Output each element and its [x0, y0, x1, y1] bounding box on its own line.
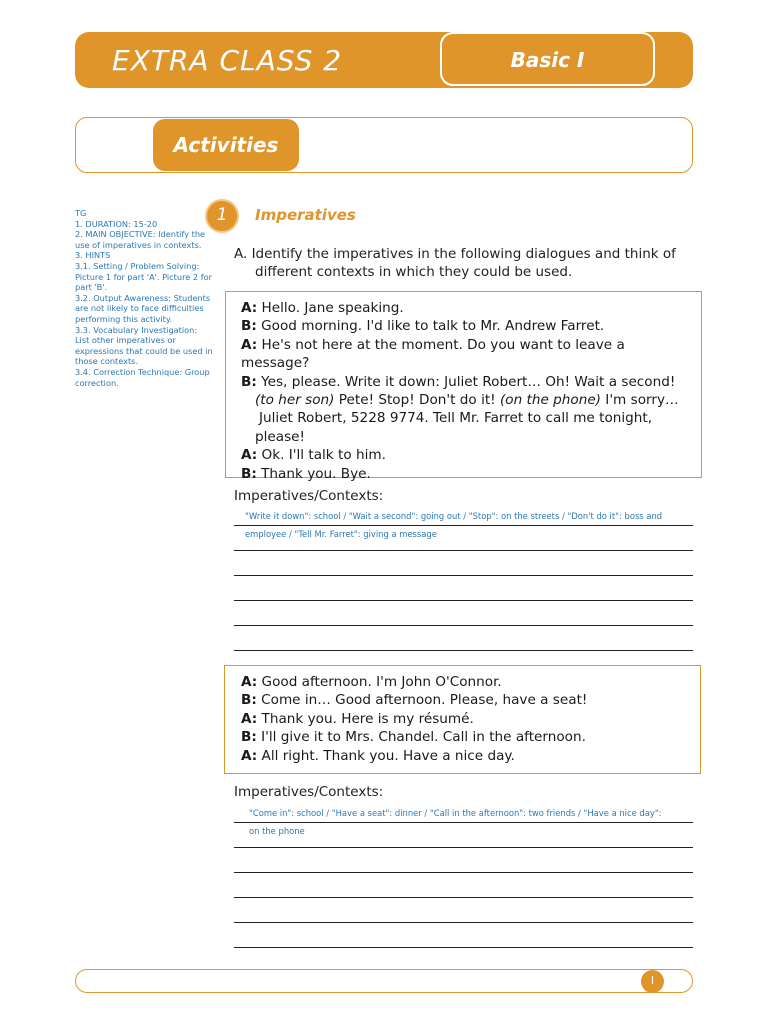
tg-note: 3.3. Vocabulary Investigation: List other imperatives or expressions that could be used in those contexts. — [75, 324, 213, 367]
answer-line[interactable] — [234, 575, 693, 576]
dialogue-line — [241, 710, 697, 728]
imperatives-contexts-label: Imperatives/Contexts: — [234, 784, 384, 800]
speaker-label: B: — [241, 318, 257, 335]
tg-note: 3.4. Correction Technique: Group correction. — [75, 366, 210, 388]
speaker-label: B: — [241, 465, 257, 482]
stage-direction: (to her son) — [255, 392, 335, 409]
tg-note: 2. MAIN OBJECTIVE: Identify the use of imperatives in contexts. — [75, 229, 206, 250]
answer-line[interactable] — [234, 822, 693, 823]
dialogue-line — [241, 747, 697, 765]
dialogue-2 — [241, 673, 697, 765]
answer-line[interactable] — [234, 525, 693, 526]
dialogue-line — [241, 691, 697, 709]
speaker-label: B: — [241, 729, 257, 746]
tg-note: TG — [75, 208, 87, 218]
dialogue-line — [241, 317, 697, 335]
answer-line[interactable] — [234, 897, 693, 898]
tg-note: 3. HINTS — [75, 250, 111, 261]
imperatives-contexts-label: Imperatives/Contexts: — [234, 488, 384, 504]
exercise-title: Imperatives — [255, 206, 356, 224]
stage-direction: (on the phone) — [499, 392, 601, 409]
answer-line[interactable] — [234, 550, 693, 551]
tg-note: 1. DURATION: 15-20 — [75, 218, 158, 229]
dialogue-text: Pete! Stop! Don't do it! — [334, 392, 500, 409]
level-label: Basic I — [510, 48, 585, 72]
dialogue-line — [241, 728, 697, 746]
dialogue-line — [241, 391, 697, 409]
page-title: EXTRA CLASS 2 — [112, 44, 343, 77]
dialogue-text: Ok. I'll talk to him. — [257, 447, 386, 464]
answer-text: "Come in": school / "Have a seat": dinner / "Call in the afternoon": two friends / "Have a nice day": — [249, 808, 662, 818]
speaker-label: A: — [241, 447, 258, 464]
dialogue-text: I'm sorry… — [600, 392, 679, 409]
exercise-number: 1 — [216, 205, 228, 225]
speaker-label: A: — [241, 710, 258, 727]
dialogue-1 — [241, 299, 697, 483]
instruction-line: different contexts in which they could be used. — [255, 264, 573, 280]
dialogue-text: He's not here at the moment. Do you want to leave a message? — [241, 336, 625, 372]
answer-line[interactable] — [234, 872, 693, 873]
tg-note: 3.1. Setting / Problem Solving: Picture 1 for part 'A'. Picture 2 for part 'B'. — [75, 260, 212, 293]
answer-text: on the phone — [249, 826, 305, 836]
dialogue-text: Good afternoon. I'm John O'Connor. — [257, 674, 502, 690]
answer-line[interactable] — [234, 650, 693, 651]
answer-text: "Write it down": school / "Wait a second": going out / "Stop": on the streets / "Don't do it": boss and — [245, 511, 663, 521]
dialogue-text: Thank you. Here is my résumé. — [257, 710, 474, 727]
speaker-label: A: — [241, 674, 258, 690]
speaker-label: B: — [241, 692, 257, 709]
speaker-label: B: — [241, 373, 257, 390]
dialogue-text: Good morning. I'd like to talk to Mr. Andrew Farret. — [256, 318, 605, 335]
dialogue-line — [241, 409, 697, 427]
speaker-label: A: — [241, 336, 258, 353]
dialogue-line — [241, 465, 697, 483]
instruction-line: A. Identify the imperatives in the following dialogues and think of — [234, 246, 676, 262]
answer-line[interactable] — [234, 625, 693, 626]
answer-line[interactable] — [234, 947, 693, 948]
answer-line[interactable] — [234, 600, 693, 601]
answer-line[interactable] — [234, 922, 693, 923]
exercise-instruction — [234, 245, 704, 281]
teacher-guide-notes — [75, 208, 213, 388]
dialogue-text: Juliet Robert, 5228 9774. Tell Mr. Farret to call me tonight, — [259, 410, 653, 427]
dialogue-line — [241, 428, 697, 446]
section-label: Activities — [173, 133, 279, 157]
dialogue-text: I'll give it to Mrs. Chandel. Call in the afternoon. — [256, 729, 586, 746]
dialogue-text: Thank you. Bye. — [256, 465, 371, 482]
dialogue-text: Come in… Good afternoon. Please, have a seat! — [256, 692, 588, 709]
speaker-label: A: — [241, 300, 258, 316]
dialogue-text: please! — [255, 428, 305, 445]
dialogue-line — [241, 373, 697, 391]
tg-note: 3.2. Output Awareness: Students are not likely to face difficulties performing this activity. — [75, 292, 211, 324]
dialogue-line — [241, 673, 697, 691]
dialogue-line — [241, 336, 697, 373]
answer-text: employee / "Tell Mr. Farret": giving a message — [245, 529, 437, 539]
dialogue-line — [241, 446, 697, 464]
dialogue-text: Hello. Jane speaking. — [257, 300, 404, 316]
dialogue-text: All right. Thank you. Have a nice day. — [257, 747, 515, 764]
dialogue-text: Yes, please. Write it down: Juliet Robert… Oh! Wait a second! — [256, 373, 676, 390]
answer-line[interactable] — [234, 847, 693, 848]
dialogue-line — [241, 299, 697, 317]
speaker-label: A: — [241, 747, 258, 764]
footer-bar — [75, 969, 693, 993]
page-number: I — [650, 974, 655, 987]
